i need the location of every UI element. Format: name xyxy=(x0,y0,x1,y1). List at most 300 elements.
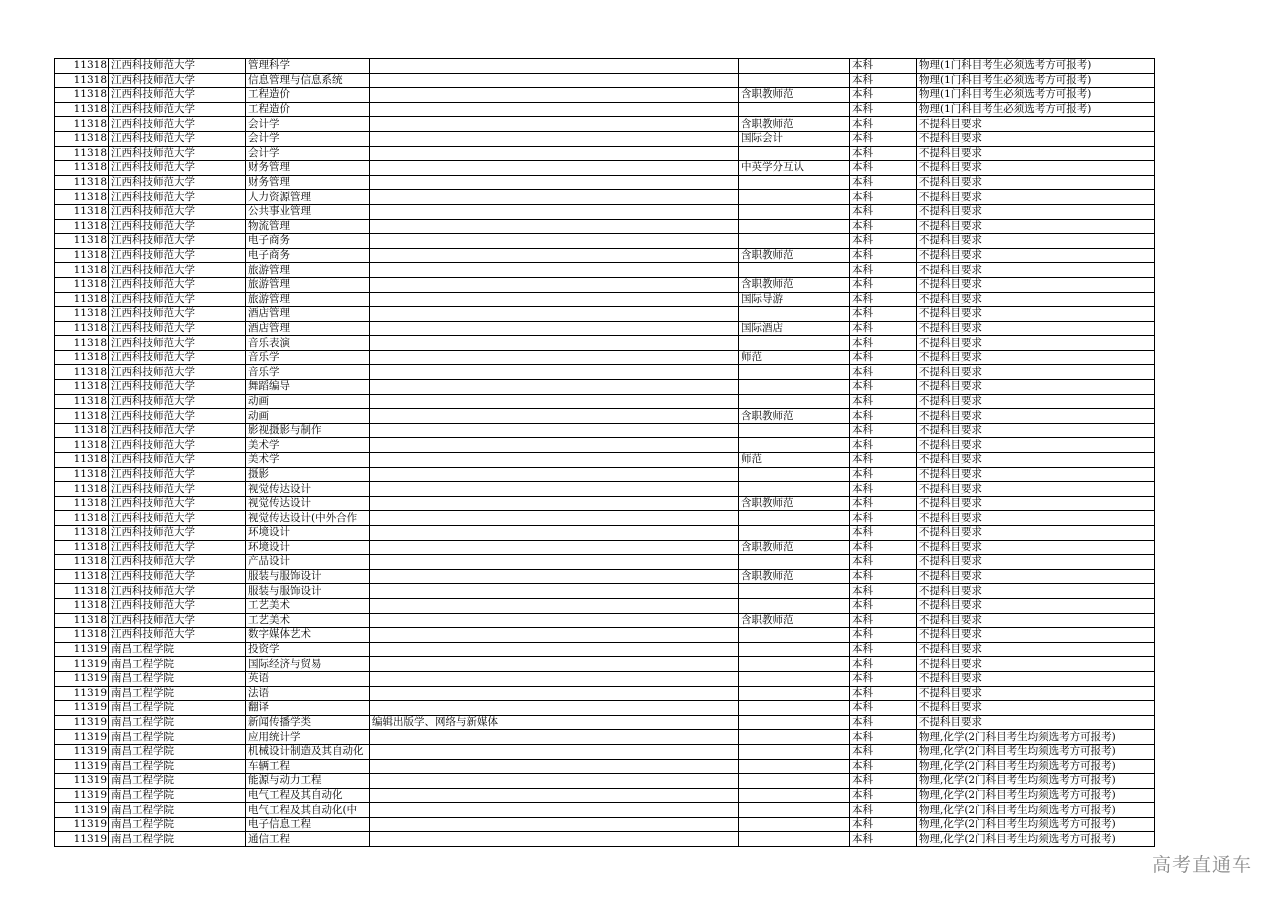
school-code-cell: 11318 xyxy=(55,88,109,103)
major-detail-cell xyxy=(370,482,739,497)
school-name-cell: 南昌工程学院 xyxy=(109,657,246,672)
table-row xyxy=(55,730,1155,745)
major-cell: 会计学 xyxy=(246,131,370,146)
school-name-cell: 江西科技师范大学 xyxy=(109,394,246,409)
school-code-cell: 11319 xyxy=(55,657,109,672)
major-detail-cell xyxy=(370,817,739,832)
level-cell: 本科 xyxy=(850,234,917,249)
subject-requirement-cell: 不提科目要求 xyxy=(917,482,1155,497)
level-cell: 本科 xyxy=(850,628,917,643)
table-row xyxy=(55,102,1155,117)
remark-cell xyxy=(739,394,850,409)
remark-cell xyxy=(739,175,850,190)
level-cell: 本科 xyxy=(850,598,917,613)
school-name-cell: 江西科技师范大学 xyxy=(109,73,246,88)
remark-cell xyxy=(739,511,850,526)
major-cell: 视觉传达设计 xyxy=(246,496,370,511)
subject-requirement-cell: 不提科目要求 xyxy=(917,423,1155,438)
school-code-cell: 11318 xyxy=(55,336,109,351)
subject-requirement-cell: 物理(1门科目考生必须选考方可报考) xyxy=(917,102,1155,117)
table-row xyxy=(55,423,1155,438)
school-name-cell: 南昌工程学院 xyxy=(109,774,246,789)
level-cell: 本科 xyxy=(850,307,917,322)
major-cell: 工艺美术 xyxy=(246,613,370,628)
subject-requirement-cell: 不提科目要求 xyxy=(917,394,1155,409)
school-name-cell: 南昌工程学院 xyxy=(109,744,246,759)
school-name-cell: 江西科技师范大学 xyxy=(109,453,246,468)
major-cell: 投资学 xyxy=(246,642,370,657)
school-name-cell: 江西科技师范大学 xyxy=(109,59,246,74)
school-code-cell: 11319 xyxy=(55,788,109,803)
table-row xyxy=(55,467,1155,482)
school-name-cell: 江西科技师范大学 xyxy=(109,540,246,555)
enrollment-table xyxy=(54,58,1155,847)
level-cell: 本科 xyxy=(850,117,917,132)
level-cell: 本科 xyxy=(850,526,917,541)
table-row xyxy=(55,817,1155,832)
level-cell: 本科 xyxy=(850,102,917,117)
table-row xyxy=(55,540,1155,555)
table-row xyxy=(55,219,1155,234)
major-cell: 电气工程及其自动化(中 xyxy=(246,803,370,818)
school-code-cell: 11319 xyxy=(55,817,109,832)
remark-cell: 国际会计 xyxy=(739,131,850,146)
remark-cell: 师范 xyxy=(739,350,850,365)
subject-requirement-cell: 不提科目要求 xyxy=(917,511,1155,526)
major-detail-cell xyxy=(370,744,739,759)
major-cell: 视觉传达设计(中外合作 xyxy=(246,511,370,526)
major-cell: 财务管理 xyxy=(246,161,370,176)
major-detail-cell xyxy=(370,219,739,234)
major-detail-cell xyxy=(370,511,739,526)
school-name-cell: 南昌工程学院 xyxy=(109,642,246,657)
remark-cell xyxy=(739,744,850,759)
remark-cell xyxy=(739,263,850,278)
subject-requirement-cell: 物理,化学(2门科目考生均须选考方可报考) xyxy=(917,744,1155,759)
subject-requirement-cell: 不提科目要求 xyxy=(917,190,1155,205)
subject-requirement-cell: 不提科目要求 xyxy=(917,292,1155,307)
school-code-cell: 11318 xyxy=(55,496,109,511)
level-cell: 本科 xyxy=(850,380,917,395)
major-detail-cell xyxy=(370,73,739,88)
school-code-cell: 11319 xyxy=(55,730,109,745)
school-name-cell: 南昌工程学院 xyxy=(109,759,246,774)
major-detail-cell xyxy=(370,774,739,789)
level-cell: 本科 xyxy=(850,555,917,570)
remark-cell xyxy=(739,482,850,497)
school-code-cell: 11318 xyxy=(55,511,109,526)
major-detail-cell xyxy=(370,88,739,103)
major-cell: 翻译 xyxy=(246,701,370,716)
school-name-cell: 江西科技师范大学 xyxy=(109,365,246,380)
subject-requirement-cell: 不提科目要求 xyxy=(917,598,1155,613)
table-row xyxy=(55,657,1155,672)
major-cell: 能源与动力工程 xyxy=(246,774,370,789)
school-name-cell: 江西科技师范大学 xyxy=(109,438,246,453)
remark-cell xyxy=(739,686,850,701)
level-cell: 本科 xyxy=(850,744,917,759)
subject-requirement-cell: 不提科目要求 xyxy=(917,321,1155,336)
subject-requirement-cell: 不提科目要求 xyxy=(917,613,1155,628)
major-detail-cell xyxy=(370,584,739,599)
major-cell: 公共事业管理 xyxy=(246,204,370,219)
school-code-cell: 11319 xyxy=(55,774,109,789)
level-cell: 本科 xyxy=(850,759,917,774)
level-cell: 本科 xyxy=(850,511,917,526)
remark-cell xyxy=(739,584,850,599)
major-detail-cell xyxy=(370,59,739,74)
table-row xyxy=(55,277,1155,292)
remark-cell xyxy=(739,365,850,380)
level-cell: 本科 xyxy=(850,161,917,176)
table-row xyxy=(55,744,1155,759)
table-row xyxy=(55,759,1155,774)
remark-cell: 国际酒店 xyxy=(739,321,850,336)
major-cell: 音乐表演 xyxy=(246,336,370,351)
major-detail-cell xyxy=(370,190,739,205)
remark-cell: 含职教师范 xyxy=(739,88,850,103)
school-code-cell: 11318 xyxy=(55,219,109,234)
table-row xyxy=(55,482,1155,497)
major-detail-cell xyxy=(370,365,739,380)
major-cell: 旅游管理 xyxy=(246,292,370,307)
major-cell: 工艺美术 xyxy=(246,598,370,613)
major-detail-cell xyxy=(370,321,739,336)
level-cell: 本科 xyxy=(850,540,917,555)
school-code-cell: 11318 xyxy=(55,453,109,468)
level-cell: 本科 xyxy=(850,774,917,789)
subject-requirement-cell: 不提科目要求 xyxy=(917,175,1155,190)
remark-cell xyxy=(739,59,850,74)
enrollment-table-body xyxy=(55,59,1155,847)
school-code-cell: 11318 xyxy=(55,146,109,161)
major-cell: 法语 xyxy=(246,686,370,701)
school-code-cell: 11318 xyxy=(55,394,109,409)
subject-requirement-cell: 不提科目要求 xyxy=(917,657,1155,672)
school-code-cell: 11318 xyxy=(55,350,109,365)
major-detail-cell xyxy=(370,307,739,322)
major-cell: 新闻传播学类 xyxy=(246,715,370,730)
major-detail-cell: 编辑出版学、网络与新媒体 xyxy=(370,715,739,730)
school-name-cell: 南昌工程学院 xyxy=(109,730,246,745)
school-code-cell: 11318 xyxy=(55,175,109,190)
remark-cell xyxy=(739,102,850,117)
major-cell: 视觉传达设计 xyxy=(246,482,370,497)
major-cell: 服装与服饰设计 xyxy=(246,584,370,599)
school-name-cell: 南昌工程学院 xyxy=(109,701,246,716)
remark-cell: 含职教师范 xyxy=(739,496,850,511)
major-cell: 电气工程及其自动化 xyxy=(246,788,370,803)
subject-requirement-cell: 不提科目要求 xyxy=(917,365,1155,380)
school-code-cell: 11319 xyxy=(55,744,109,759)
subject-requirement-cell: 不提科目要求 xyxy=(917,540,1155,555)
subject-requirement-cell: 物理(1门科目考生必须选考方可报考) xyxy=(917,73,1155,88)
subject-requirement-cell: 不提科目要求 xyxy=(917,277,1155,292)
major-detail-cell xyxy=(370,380,739,395)
table-row xyxy=(55,511,1155,526)
subject-requirement-cell: 不提科目要求 xyxy=(917,219,1155,234)
school-name-cell: 江西科技师范大学 xyxy=(109,263,246,278)
school-code-cell: 11318 xyxy=(55,584,109,599)
level-cell: 本科 xyxy=(850,613,917,628)
subject-requirement-cell: 不提科目要求 xyxy=(917,263,1155,278)
level-cell: 本科 xyxy=(850,263,917,278)
school-code-cell: 11318 xyxy=(55,380,109,395)
school-code-cell: 11318 xyxy=(55,555,109,570)
major-detail-cell xyxy=(370,671,739,686)
table-row xyxy=(55,555,1155,570)
major-cell: 美术学 xyxy=(246,438,370,453)
school-name-cell: 江西科技师范大学 xyxy=(109,248,246,263)
major-cell: 信息管理与信息系统 xyxy=(246,73,370,88)
school-code-cell: 11318 xyxy=(55,365,109,380)
subject-requirement-cell: 不提科目要求 xyxy=(917,234,1155,249)
table-row xyxy=(55,803,1155,818)
school-code-cell: 11318 xyxy=(55,277,109,292)
major-detail-cell xyxy=(370,496,739,511)
school-name-cell: 南昌工程学院 xyxy=(109,686,246,701)
major-cell: 工程造价 xyxy=(246,88,370,103)
school-name-cell: 江西科技师范大学 xyxy=(109,219,246,234)
level-cell: 本科 xyxy=(850,131,917,146)
subject-requirement-cell: 不提科目要求 xyxy=(917,671,1155,686)
subject-requirement-cell: 不提科目要求 xyxy=(917,555,1155,570)
table-row xyxy=(55,584,1155,599)
table-row xyxy=(55,131,1155,146)
school-name-cell: 江西科技师范大学 xyxy=(109,467,246,482)
major-detail-cell xyxy=(370,526,739,541)
school-name-cell: 江西科技师范大学 xyxy=(109,380,246,395)
remark-cell xyxy=(739,642,850,657)
remark-cell xyxy=(739,234,850,249)
table-row xyxy=(55,350,1155,365)
remark-cell xyxy=(739,715,850,730)
major-cell: 舞蹈编导 xyxy=(246,380,370,395)
subject-requirement-cell: 物理,化学(2门科目考生均须选考方可报考) xyxy=(917,730,1155,745)
school-code-cell: 11318 xyxy=(55,102,109,117)
remark-cell: 中英学分互认 xyxy=(739,161,850,176)
school-name-cell: 江西科技师范大学 xyxy=(109,423,246,438)
table-row xyxy=(55,204,1155,219)
major-cell: 财务管理 xyxy=(246,175,370,190)
major-detail-cell xyxy=(370,234,739,249)
table-row xyxy=(55,73,1155,88)
major-detail-cell xyxy=(370,409,739,424)
subject-requirement-cell: 不提科目要求 xyxy=(917,336,1155,351)
subject-requirement-cell: 不提科目要求 xyxy=(917,350,1155,365)
table-row xyxy=(55,613,1155,628)
subject-requirement-cell: 物理,化学(2门科目考生均须选考方可报考) xyxy=(917,817,1155,832)
major-detail-cell xyxy=(370,569,739,584)
subject-requirement-cell: 不提科目要求 xyxy=(917,569,1155,584)
school-code-cell: 11319 xyxy=(55,803,109,818)
major-cell: 环境设计 xyxy=(246,526,370,541)
major-cell: 旅游管理 xyxy=(246,263,370,278)
remark-cell xyxy=(739,701,850,716)
school-name-cell: 江西科技师范大学 xyxy=(109,613,246,628)
school-code-cell: 11318 xyxy=(55,161,109,176)
level-cell: 本科 xyxy=(850,671,917,686)
subject-requirement-cell: 不提科目要求 xyxy=(917,438,1155,453)
school-name-cell: 江西科技师范大学 xyxy=(109,482,246,497)
subject-requirement-cell: 物理(1门科目考生必须选考方可报考) xyxy=(917,88,1155,103)
subject-requirement-cell: 不提科目要求 xyxy=(917,701,1155,716)
subject-requirement-cell: 不提科目要求 xyxy=(917,204,1155,219)
subject-requirement-cell: 物理,化学(2门科目考生均须选考方可报考) xyxy=(917,832,1155,847)
school-name-cell: 江西科技师范大学 xyxy=(109,175,246,190)
level-cell: 本科 xyxy=(850,817,917,832)
major-detail-cell xyxy=(370,131,739,146)
major-cell: 机械设计制造及其自动化 xyxy=(246,744,370,759)
school-code-cell: 11319 xyxy=(55,701,109,716)
subject-requirement-cell: 不提科目要求 xyxy=(917,526,1155,541)
table-row xyxy=(55,146,1155,161)
major-cell: 服装与服饰设计 xyxy=(246,569,370,584)
remark-cell xyxy=(739,336,850,351)
school-name-cell: 江西科技师范大学 xyxy=(109,204,246,219)
table-row xyxy=(55,263,1155,278)
major-cell: 工程造价 xyxy=(246,102,370,117)
level-cell: 本科 xyxy=(850,146,917,161)
school-code-cell: 11319 xyxy=(55,832,109,847)
table-row xyxy=(55,569,1155,584)
level-cell: 本科 xyxy=(850,190,917,205)
major-cell: 物流管理 xyxy=(246,219,370,234)
subject-requirement-cell: 不提科目要求 xyxy=(917,496,1155,511)
major-detail-cell xyxy=(370,613,739,628)
subject-requirement-cell: 不提科目要求 xyxy=(917,467,1155,482)
remark-cell xyxy=(739,671,850,686)
major-cell: 会计学 xyxy=(246,146,370,161)
table-row xyxy=(55,642,1155,657)
major-cell: 人力资源管理 xyxy=(246,190,370,205)
subject-requirement-cell: 不提科目要求 xyxy=(917,584,1155,599)
remark-cell xyxy=(739,423,850,438)
school-name-cell: 江西科技师范大学 xyxy=(109,598,246,613)
level-cell: 本科 xyxy=(850,336,917,351)
remark-cell xyxy=(739,73,850,88)
school-code-cell: 11318 xyxy=(55,467,109,482)
subject-requirement-cell: 不提科目要求 xyxy=(917,161,1155,176)
level-cell: 本科 xyxy=(850,730,917,745)
major-cell: 电子信息工程 xyxy=(246,817,370,832)
major-detail-cell xyxy=(370,730,739,745)
school-name-cell: 南昌工程学院 xyxy=(109,788,246,803)
school-name-cell: 南昌工程学院 xyxy=(109,803,246,818)
remark-cell: 国际导游 xyxy=(739,292,850,307)
school-name-cell: 南昌工程学院 xyxy=(109,671,246,686)
table-row xyxy=(55,788,1155,803)
remark-cell: 含职教师范 xyxy=(739,117,850,132)
level-cell: 本科 xyxy=(850,496,917,511)
level-cell: 本科 xyxy=(850,248,917,263)
remark-cell: 师范 xyxy=(739,453,850,468)
school-name-cell: 江西科技师范大学 xyxy=(109,555,246,570)
remark-cell xyxy=(739,628,850,643)
remark-cell xyxy=(739,219,850,234)
school-name-cell: 江西科技师范大学 xyxy=(109,88,246,103)
level-cell: 本科 xyxy=(850,350,917,365)
remark-cell xyxy=(739,657,850,672)
level-cell: 本科 xyxy=(850,584,917,599)
school-code-cell: 11318 xyxy=(55,613,109,628)
school-code-cell: 11318 xyxy=(55,628,109,643)
remark-cell xyxy=(739,774,850,789)
school-code-cell: 11318 xyxy=(55,307,109,322)
major-cell: 音乐学 xyxy=(246,365,370,380)
school-name-cell: 江西科技师范大学 xyxy=(109,336,246,351)
school-code-cell: 11319 xyxy=(55,642,109,657)
major-cell: 会计学 xyxy=(246,117,370,132)
school-code-cell: 11318 xyxy=(55,234,109,249)
major-detail-cell xyxy=(370,555,739,570)
major-detail-cell xyxy=(370,263,739,278)
level-cell: 本科 xyxy=(850,438,917,453)
major-cell: 环境设计 xyxy=(246,540,370,555)
school-name-cell: 江西科技师范大学 xyxy=(109,117,246,132)
table-row xyxy=(55,117,1155,132)
school-name-cell: 南昌工程学院 xyxy=(109,817,246,832)
school-name-cell: 江西科技师范大学 xyxy=(109,277,246,292)
major-detail-cell xyxy=(370,701,739,716)
table-row xyxy=(55,598,1155,613)
major-cell: 美术学 xyxy=(246,453,370,468)
table-row xyxy=(55,526,1155,541)
level-cell: 本科 xyxy=(850,204,917,219)
school-code-cell: 11318 xyxy=(55,540,109,555)
school-name-cell: 江西科技师范大学 xyxy=(109,234,246,249)
subject-requirement-cell: 不提科目要求 xyxy=(917,117,1155,132)
level-cell: 本科 xyxy=(850,482,917,497)
major-detail-cell xyxy=(370,146,739,161)
remark-cell xyxy=(739,380,850,395)
level-cell: 本科 xyxy=(850,321,917,336)
table-row xyxy=(55,496,1155,511)
school-code-cell: 11318 xyxy=(55,321,109,336)
major-detail-cell xyxy=(370,161,739,176)
school-name-cell: 江西科技师范大学 xyxy=(109,526,246,541)
remark-cell xyxy=(739,817,850,832)
level-cell: 本科 xyxy=(850,642,917,657)
table-row xyxy=(55,701,1155,716)
major-detail-cell xyxy=(370,803,739,818)
table-row xyxy=(55,59,1155,74)
subject-requirement-cell: 不提科目要求 xyxy=(917,146,1155,161)
major-cell: 酒店管理 xyxy=(246,321,370,336)
table-row xyxy=(55,175,1155,190)
major-detail-cell xyxy=(370,423,739,438)
major-detail-cell xyxy=(370,248,739,263)
subject-requirement-cell: 不提科目要求 xyxy=(917,380,1155,395)
major-cell: 通信工程 xyxy=(246,832,370,847)
remark-cell xyxy=(739,204,850,219)
remark-cell xyxy=(739,467,850,482)
level-cell: 本科 xyxy=(850,453,917,468)
level-cell: 本科 xyxy=(850,59,917,74)
table-row xyxy=(55,307,1155,322)
major-cell: 产品设计 xyxy=(246,555,370,570)
remark-cell xyxy=(739,190,850,205)
school-name-cell: 江西科技师范大学 xyxy=(109,569,246,584)
subject-requirement-cell: 不提科目要求 xyxy=(917,642,1155,657)
table-row xyxy=(55,628,1155,643)
table-row xyxy=(55,234,1155,249)
table-row xyxy=(55,365,1155,380)
major-detail-cell xyxy=(370,175,739,190)
school-name-cell: 江西科技师范大学 xyxy=(109,146,246,161)
school-name-cell: 江西科技师范大学 xyxy=(109,511,246,526)
subject-requirement-cell: 物理,化学(2门科目考生均须选考方可报考) xyxy=(917,774,1155,789)
